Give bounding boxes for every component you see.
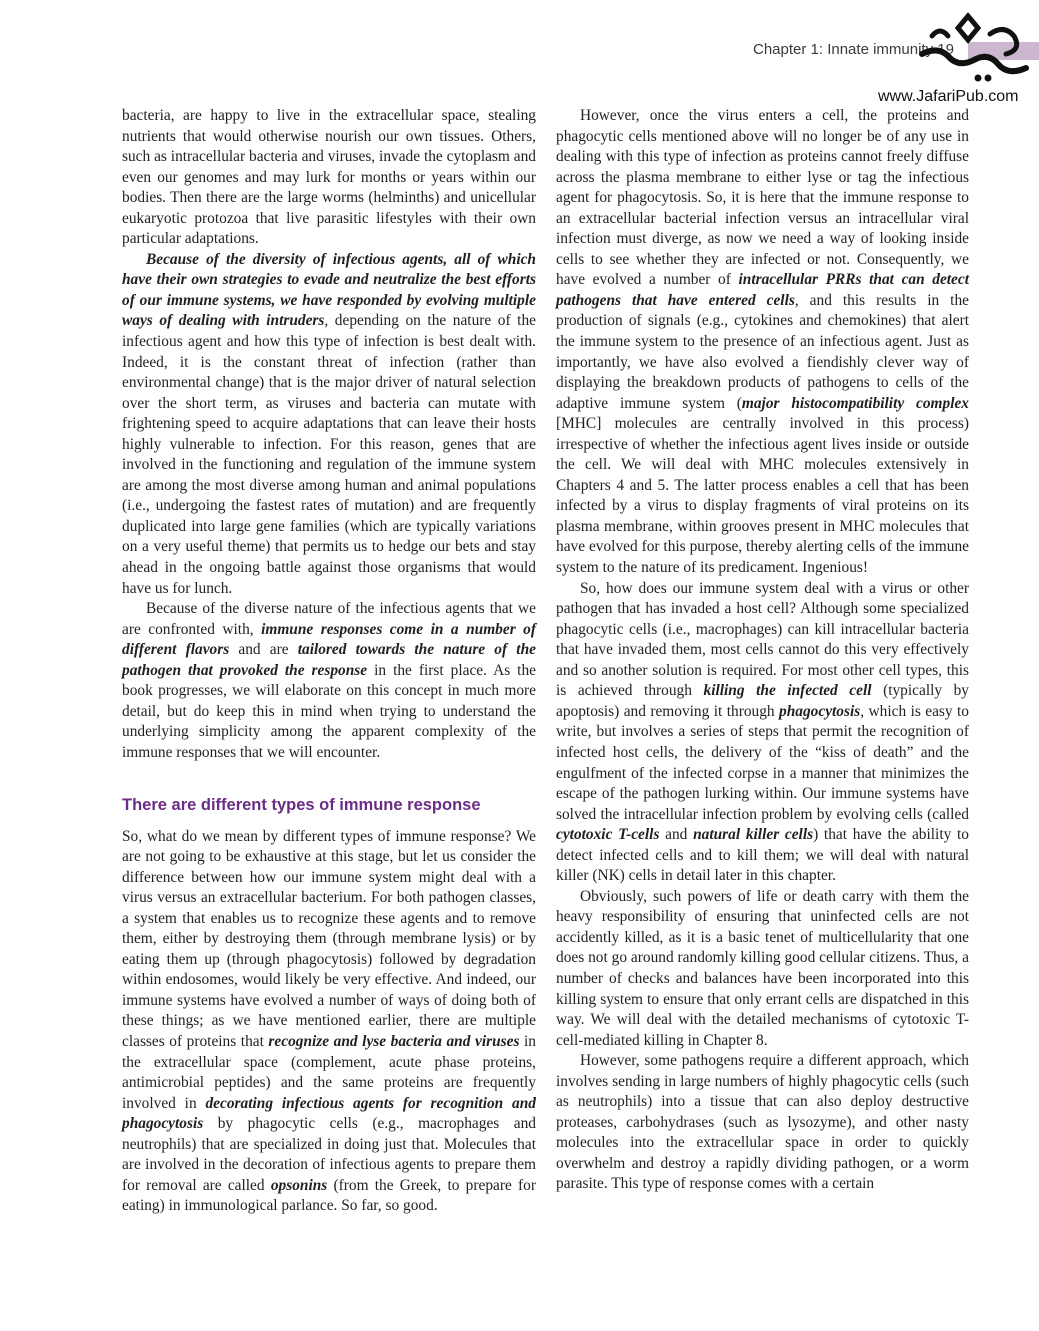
text-run: and are [229, 641, 298, 659]
text-run: ) that have the ability to detect infected cells and to kill them; we will deal with natural killer (NK) cells in detail later in this chapter. [556, 826, 969, 885]
emphasis: phagocytosis [779, 702, 861, 720]
text-run: in the first place. As the book progresses, we will elaborate on this concept in much more detail, but do keep this in mind when trying to understand the underlying simplicity among the apparent complexity of the immune responses that we will encounter. [122, 661, 536, 761]
text-run: bacteria, are happy to live in the extracellular space, stealing nutrients that would otherwise nourish our own tissues. Others, such as intracellular bacteria and viruses, invade the cytoplasm and even our genomes and may lurk for months or years within our bodies. Then there are the large worms (helminths) and unicellular eukaryotic protozoa that live parasitic lifestyles with their own particular adaptations. [122, 107, 536, 248]
text-run: , which is easy to write, but involves a series of steps that permit the recognition of infected host cells, the delivery of the “kiss of death” and the engulfment of the infected corpse in a manner that minimizes the escape of the pathogen lurking within. Our immune systems have solved the intracellular infection problem by evolving cells (called [556, 702, 969, 823]
text-run: and [659, 826, 694, 844]
emphasis: immune responses come in a number of different flavors [122, 620, 536, 659]
emphasis: killing the infected cell [703, 682, 872, 700]
text-run: [MHC] molecules are centrally involved in this process) irrespective of whether the infectious agent lives inside or outside the cell. We will deal with MHC molecules extensively in Chapters 4 and 5. The latter process enables a cell that has been infected by a virus to display fragments of viral proteins on its plasma membrane, within grooves present in MHC molecules that have evolved for this purpose, thereby alerting cells of the immune system to the nature of its predicament. Ingenious! [556, 415, 969, 577]
text-run: by phagocytic cells (e.g., macrophages and neutrophils) that are specialized in doing just that. Molecules that are involved in the decoration of infectious agents to prepare them for removal are called [122, 1115, 536, 1194]
right-column [556, 106, 969, 1195]
emphasis: recognize and lyse bacteria and viruses [268, 1032, 520, 1050]
paragraph [122, 827, 536, 1217]
emphasis: major histocompatibility complex [741, 394, 970, 412]
paragraph [556, 106, 969, 579]
text-run: So, how does our immune system deal with a virus or other pathogen that has invaded a host cell? Although some specialized phagocytic cells (i.e., macrophages) can kill intracellular bacteria that have invaded them, most cells cannot do this very effectively and so another solution is required. For most other cell types, this is achieved through [556, 579, 969, 700]
emphasis: tailored towards the nature of the pathogen that provoked the response [122, 641, 536, 679]
text-run: (typically by apoptosis) and removing it through [556, 682, 970, 720]
text-run: Because of the diverse nature of the infectious agents that we are confronted with, [122, 600, 536, 638]
paragraph [122, 106, 536, 250]
text-run: Obviously, such powers of life or death carry with them the heavy responsibility of ensuring that uninfected cells are not accidently killed, as it is a basic tenet of multicellularity that one does not go around randomly killing good cellular citizens. Thus, a number of checks and balances have been incorporated into this killing system to ensure that only errant cells are dispatched in this way. We will deal with the detailed mechanisms of cytotoxic T-cell-mediated killing in Chapter 8. [556, 887, 969, 1049]
text-run: However, once the virus enters a cell, the proteins and phagocytic cells mentioned above will no longer be of any use in dealing with this type of infection as proteins cannot freely diffuse across the plasma membrane to either lyse or tag the infectious agent for phagocytosis. So, it is here that the immune response to an extracellular bacterial infection versus an intracellular viral infection must diverge, as now we need a way of looking inside cells to see whether they are infected or not. Consequently, we have evolved a number of [556, 107, 969, 289]
paragraph [556, 1051, 969, 1195]
emphasis: Because of the diversity of infectious agents, all of which have their own strategies to evade and neutralize the best efforts of our immune systems, we have responded by evolving multiple ways of dealing with intruders [122, 250, 536, 330]
emphasis: natural killer cells [693, 826, 814, 844]
text-run: However, some pathogens require a different approach, which involves sending in large numbers of highly phagocytic cells (such as neutrophils) into a tissue that can also deploy destructive proteases, carbohydrases (such as lysozyme), and other nasty molecules into the extracellular space in order to quickly overwhelm and destroy a rapidly dividing pathogen, or a worm parasite. This type of response comes with a certain [556, 1052, 969, 1193]
emphasis: decorating infectious agents for recognition and phagocytosis [122, 1094, 536, 1133]
paragraph [122, 599, 536, 763]
paragraph [556, 579, 969, 887]
paragraph [556, 887, 969, 1051]
running-header: Chapter 1: Innate immunity 19 [753, 41, 954, 58]
emphasis: cytotoxic T-cells [556, 826, 660, 844]
text-run: (from the Greek, to prepare for eating) in immunological parlance. So far, so good. [122, 1176, 536, 1215]
watermark-url: www.JafariPub.com [878, 88, 1019, 105]
text-run: , and this results in the production of signals (e.g., cytokines and chemokines) that alert the immune system to the presence of an infectious agent. Just as importantly, we have also evolved a fiendishly clever way of displaying the breakdown products of pathogens to cells of the adaptive immune system ( [556, 291, 969, 412]
emphasis: intracellular PRRs that can detect pathogens that have entered cells [556, 271, 969, 309]
text-run: , depending on the nature of the infectious agent and how this type of infection is best dealt with. Indeed, it is the constant threat of infection (rather than environmental change) that is the major driver of natural selection over the short term, as viruses and bacteria can mutate with frightening speed to acquire adaptations that can leave their hosts highly vulnerable to infection. For this reason, genes that are involved in the functioning and regulation of the immune system are among the most diverse among human and animal populations (i.e., undergoing the fastest rates of mutation) and are frequently duplicated into large gene families (which are typically variations on a very useful theme) that permits us to hedge our bets and stay ahead in the ongoing battle against those organisms that would have us for lunch. [122, 312, 536, 597]
calligraphy-logo-icon [918, 6, 1030, 88]
left-column [122, 106, 536, 1217]
section-heading: There are different types of immune response [122, 795, 481, 814]
text-run: So, what do we mean by different types of immune response? We are not going to be exhaustive at this stage, but let us consider the difference between how our immune system might deal with a virus versus an extracellular bacterium. For both pathogen classes, a system that enables us to recognize these agents and to remove them, either by destroying them (through membrane lysis) or by eating them up (through phagocytosis) followed by degradation within endosomes, would likely be very effective. And indeed, our immune systems have evolved a number of ways of doing both of these things; as we have mentioned earlier, there are multiple classes of proteins that [122, 827, 536, 1050]
text-run: in the extracellular space (complement, acute phase proteins, antimicrobial peptides) and the same proteins are frequently involved in [122, 1032, 536, 1112]
emphasis: opsonins [270, 1176, 328, 1194]
paragraph [122, 250, 536, 599]
